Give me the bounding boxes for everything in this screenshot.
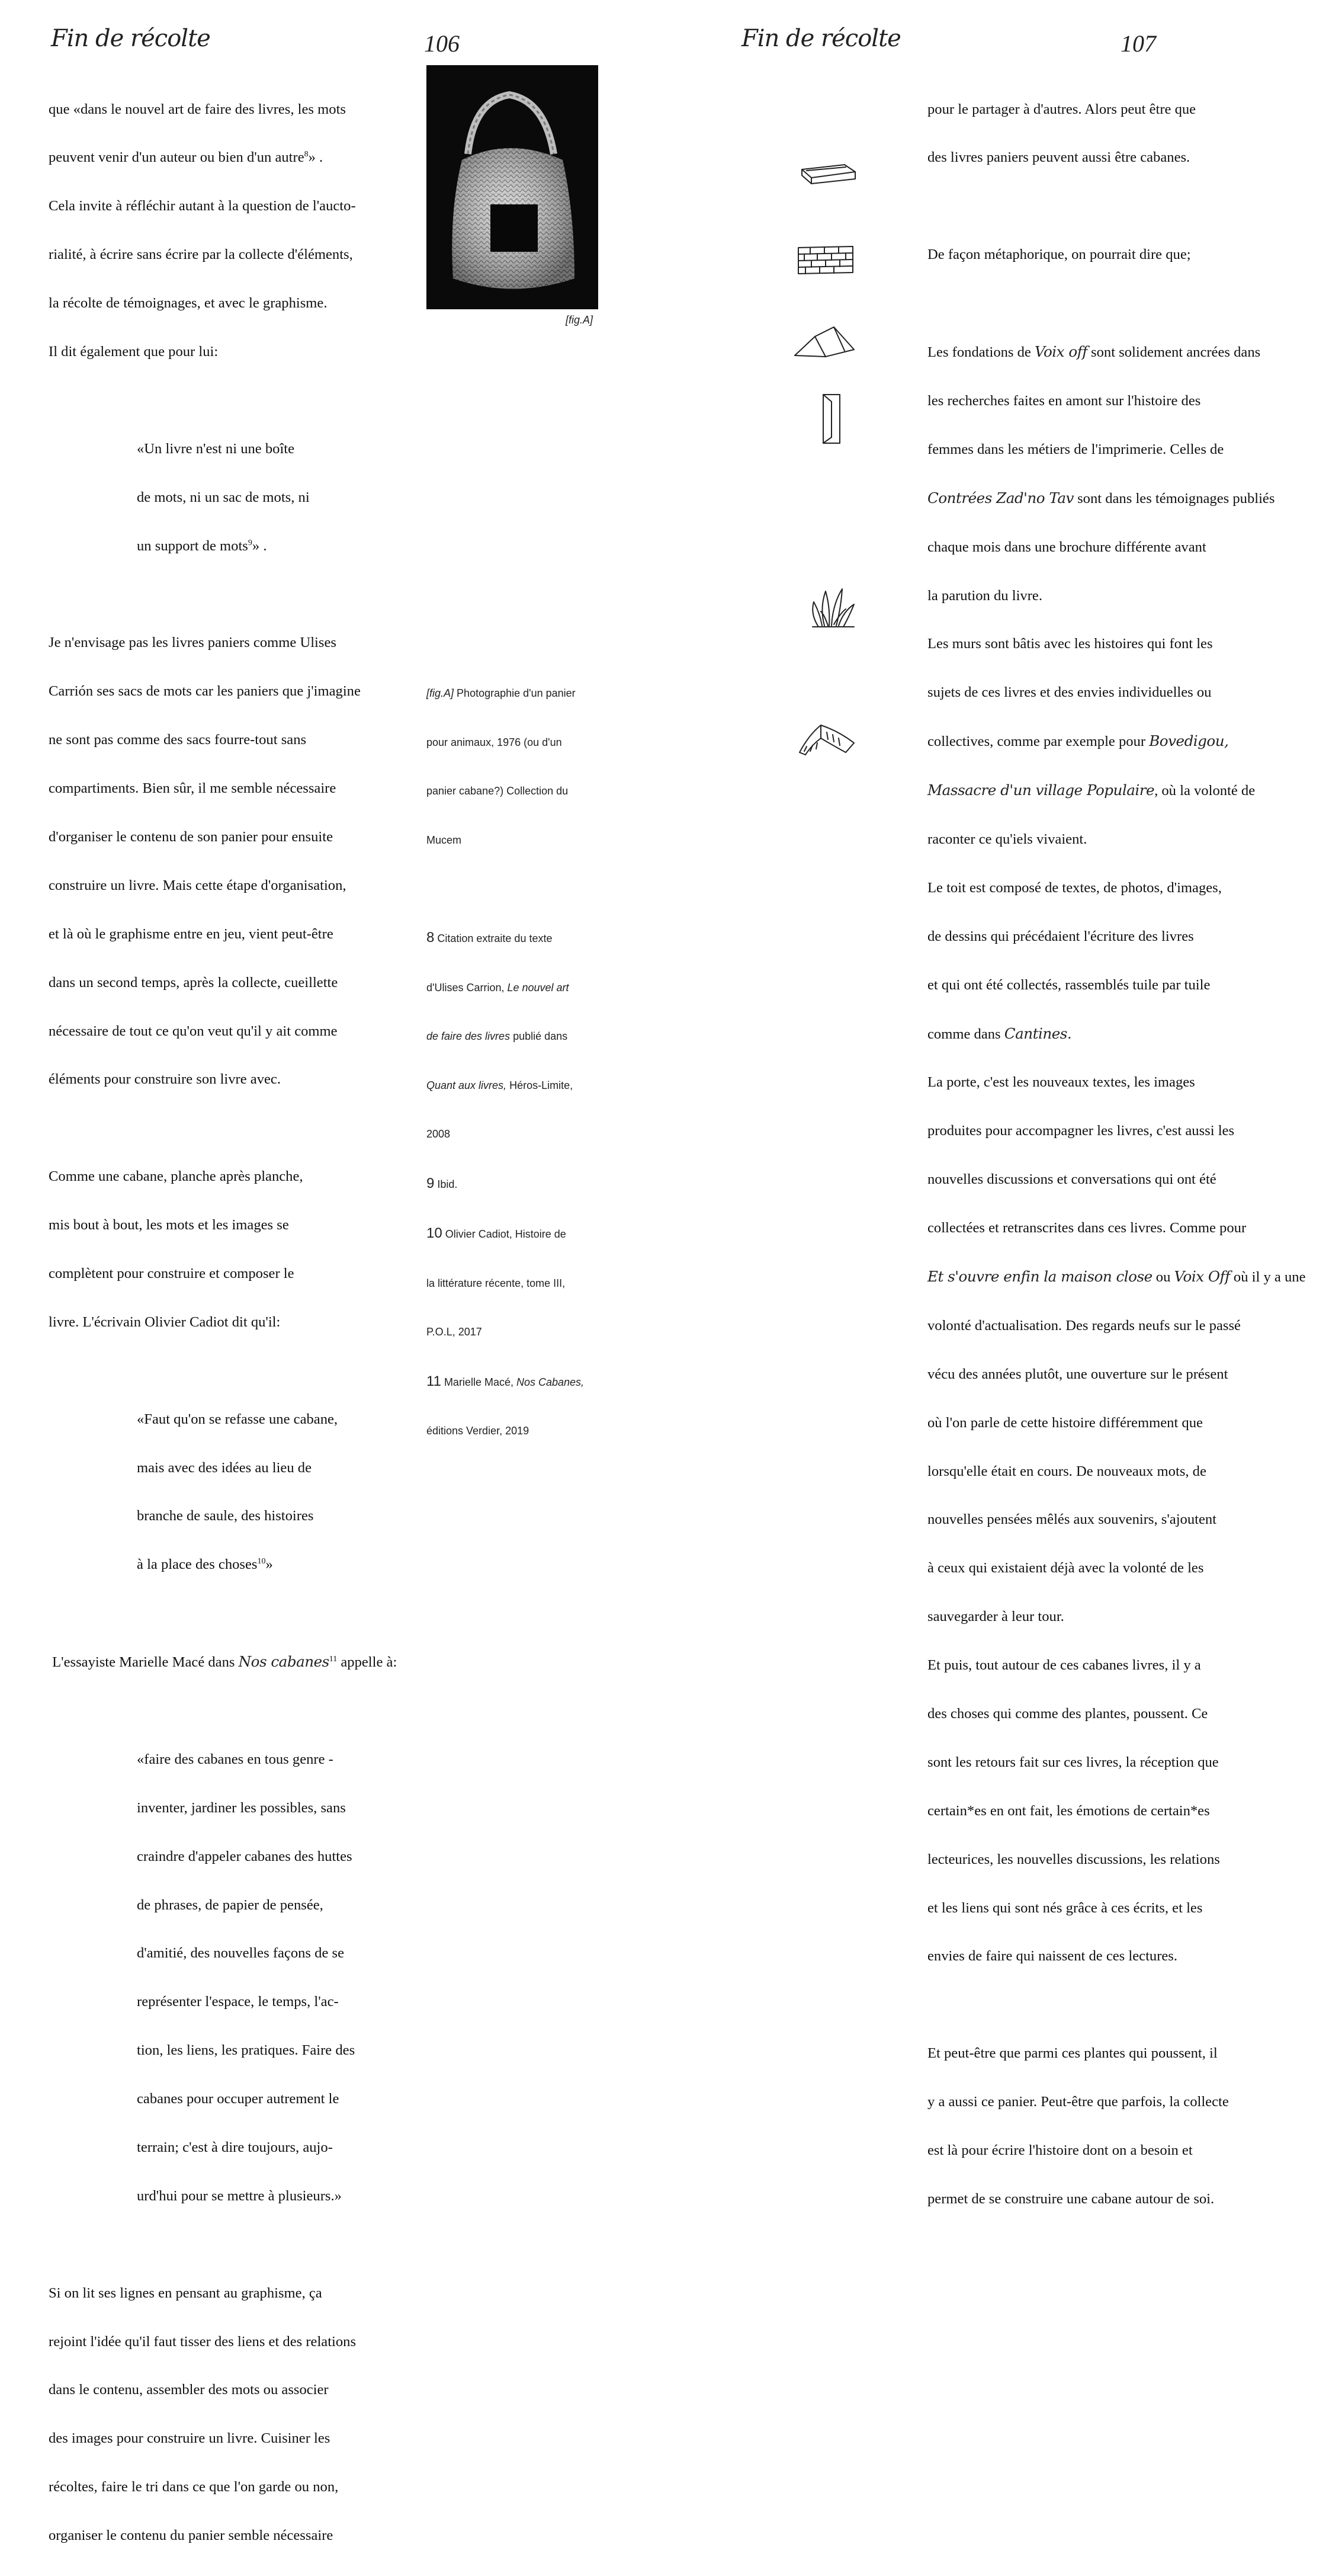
text-line: Je n'envisage pas les livres paniers comme Ulises <box>49 635 336 651</box>
page-number: 107 <box>1121 30 1156 57</box>
text-line: volonté d'actualisation. Des regards neufs sur le passé <box>927 1317 1241 1334</box>
text-line: sont les retours fait sur ces livres, la réception que <box>927 1754 1219 1770</box>
quote-line: craindre d'appeler cabanes des huttes <box>137 1848 352 1864</box>
figure-caption-line: panier cabane?) Collection du <box>426 785 569 797</box>
quote-line: tion, les liens, les pratiques. Faire des <box>137 2042 355 2059</box>
quote-line: un support de mots$^9$» . <box>137 537 267 554</box>
text-line: sujets de ces livres et des envies individuelles ou <box>927 684 1212 701</box>
text-line: compartiments. Bien sûr, il me semble nécessaire <box>49 780 336 797</box>
text-line: femmes dans les métiers de l'imprimerie. Celles de <box>927 441 1224 457</box>
quote-line: cabanes pour occuper autrement le <box>137 2091 339 2107</box>
text-line: éléments pour construire son livre avec. <box>49 1071 281 1088</box>
text-line: lecteurices, les nouvelles discussions, les relations <box>927 1851 1220 1867</box>
right-page <box>664 0 1329 2207</box>
text-line: produites pour accompagner les livres, c'est aussi les <box>927 1123 1235 1139</box>
text-line: vécu des années plutôt, une ouverture sur le présent <box>927 1366 1228 1382</box>
text-line: Il dit également que pour lui: <box>49 344 219 360</box>
figure-caption-line: pour animaux, 1976 (ou d'un <box>426 736 562 748</box>
text-line: mis bout à bout, les mots et les images se <box>49 1217 289 1233</box>
body-text <box>49 69 397 2576</box>
text-line: construire un livre. Mais cette étape d'organisation, <box>49 877 346 893</box>
text-line: raconter ce qu'iels vivaient. <box>927 831 1087 847</box>
roof-icon <box>792 323 858 359</box>
text-line: la récolte de témoignages, et avec le graphisme. <box>49 295 328 312</box>
quote-line: mais avec des idées au lieu de <box>137 1459 312 1476</box>
footnote-ref-11[interactable]: 11 <box>329 1654 338 1664</box>
text-line: est là pour écrire l'histoire dont on a besoin et <box>927 2142 1193 2158</box>
text-line: collectées et retranscrites dans ces livres. Comme pour <box>927 1220 1247 1236</box>
body-text <box>927 69 1306 2239</box>
quote-line: d'amitié, des nouvelles façons de se <box>137 1945 345 1962</box>
figure-tag: [fig.A] <box>566 314 593 326</box>
left-page <box>0 0 664 2544</box>
text-line: Les murs sont bâtis avec les histoires qui font les <box>927 636 1213 652</box>
quote-line: «faire des cabanes en tous genre - <box>137 1751 333 1767</box>
text-line: collectives, comme par exemple pour Bovedigou, <box>927 732 1229 750</box>
book-title: Voix off <box>1035 343 1087 361</box>
text-line: rialité, à écrire sans écrire par la collecte d'éléments, <box>49 246 353 263</box>
text-line: nouvelles discussions et conversations qui ont été <box>927 1171 1216 1188</box>
quote-line: représenter l'espace, le temps, l'ac- <box>137 1994 339 2010</box>
text-line: envies de faire qui naissent de ces lectures. <box>927 1948 1178 1965</box>
text-line: des choses qui comme des plantes, poussent. Ce <box>927 1705 1208 1722</box>
book-title: Bovedigou, <box>1149 732 1229 750</box>
text-line: Massacre d'un village Populaire, où la volonté de <box>927 781 1256 799</box>
footnote-8: 8 Citation extraite du texte <box>426 930 553 946</box>
quote-line: à la place des choses$^{10}$» <box>137 1556 273 1573</box>
text-line: Et peut-être que parmi ces plantes qui poussent, il <box>927 2045 1218 2062</box>
quote-line: de phrases, de papier de pensée, <box>137 1896 323 1913</box>
text-line: organiser le contenu du panier semble nécessaire <box>49 2527 333 2544</box>
text-line: Le toit est composé de textes, de photos, d'images, <box>927 879 1222 896</box>
text-line: la parution du livre. <box>927 587 1042 604</box>
book-title: Voix Off <box>1174 1267 1230 1285</box>
text-line: où l'on parle de cette histoire différemment que <box>927 1414 1203 1431</box>
quote-line: de mots, ni un sac de mots, ni <box>137 489 310 505</box>
text-line: Et s'ouvre enfin la maison close ou Voix Off où il y a une <box>927 1267 1306 1285</box>
text-line: Les fondations de Voix off sont solidement ancrées dans <box>927 343 1261 361</box>
footnote-11: 11 Marielle Macé, Nos Cabanes, <box>426 1373 585 1389</box>
text-line: rejoint l'idée qu'il faut tisser des liens et des relations <box>49 2333 357 2350</box>
text-line: nécessaire de tout ce qu'on veut qu'il y ait comme <box>49 1023 338 1039</box>
text-line: Carrión ses sacs de mots car les paniers que j'imagine <box>49 683 361 700</box>
text-line: certain*es en ont fait, les émotions de certain*es <box>927 1802 1210 1819</box>
footnotes: [fig.A] Photographie d'un panier pour animaux, 1976 (ou d'un panier cabane?) Collection du Mucem 8 Citation extraite du texte d'Ulises Carrion, Le nouvel art de faire des livres publié dans Quant aux livres, Héros-Limite, 2008 9 Ibid. 10 Olivier Cadiot, Histoire de la littérature récente, tome III, P.O.L, 2017 11 Marielle Macé, Nos Cabanes, éditions Verdier, 2019 <box>426 653 610 1472</box>
footnote-ref-9[interactable]: 9 <box>248 538 252 547</box>
running-title: Fin de récolte <box>51 25 210 52</box>
text-line: pour le partager à d'autres. Alors peut être que <box>927 101 1196 117</box>
footnote-10: 10 Olivier Cadiot, Histoire de <box>426 1225 566 1241</box>
text-line: sauvegarder à leur tour. <box>927 1609 1064 1625</box>
text-line: Et puis, tout autour de ces cabanes livres, il y a <box>927 1657 1201 1674</box>
open-book-icon <box>797 723 859 758</box>
text-line: Cela invite à réfléchir autant à la question de l'aucto- <box>49 198 356 214</box>
door-icon <box>820 392 843 446</box>
footnote-ref-10[interactable]: 10 <box>257 1557 266 1566</box>
quote-line: terrain; c'est à dire toujours, aujo- <box>137 2139 333 2155</box>
text-line: L'essayiste Marielle Macé dans Nos cabanes$^{11}$ appelle à: <box>49 1653 397 1671</box>
quote-line: inventer, jardiner les possibles, sans <box>137 1799 346 1816</box>
text-line: et là où le graphisme entre en jeu, vient peut-être <box>49 925 333 942</box>
text-line: que «dans le nouvel art de faire des livres, les mots <box>49 101 346 117</box>
book-title: Et s'ouvre enfin la maison close <box>927 1267 1153 1285</box>
text-line: des livres paniers peuvent aussi être cabanes. <box>927 149 1190 166</box>
book-title: Contrées Zad'no Tav <box>927 489 1074 507</box>
text-line: Comme une cabane, planche après planche, <box>49 1168 303 1185</box>
text-line: chaque mois dans une brochure différente avant <box>927 539 1206 555</box>
book-title: Nos cabanes <box>238 1653 329 1671</box>
text-line: et qui ont été collectés, rassemblés tuile par tuile <box>927 976 1211 993</box>
basket-photo <box>426 65 598 309</box>
text-line: dans un second temps, après la collecte, cueillette <box>49 974 338 991</box>
text-line: lorsqu'elle était en cours. De nouveaux mots, de <box>927 1463 1206 1479</box>
book-title: Cantines. <box>1004 1024 1072 1042</box>
book-title: Massacre d'un village Populaire <box>927 781 1155 799</box>
quote-line: «Un livre n'est ni une boîte <box>137 440 295 457</box>
quote-line: urd'hui pour se mettre à plusieurs.» <box>137 2187 342 2204</box>
figure-caption: [fig.A] Photographie d'un panier <box>426 687 576 699</box>
text-line: permet de se construire une cabane autour de soi. <box>927 2190 1215 2207</box>
text-line: Contrées Zad'no Tav sont dans les témoignages publiés <box>927 489 1275 507</box>
text-line: livre. L'écrivain Olivier Cadiot dit qu'il: <box>49 1313 281 1330</box>
text-line: d'organiser le contenu de son panier pour ensuite <box>49 828 333 845</box>
quote-line: branche de saule, des histoires <box>137 1508 314 1524</box>
brick-wall-icon <box>796 244 855 277</box>
text-line: et les liens qui sont nés grâce à ces écrits, et les <box>927 1899 1203 1916</box>
text-line: complètent pour construire et composer le <box>49 1265 294 1281</box>
quote-line: «Faut qu'on se refasse une cabane, <box>137 1411 338 1427</box>
text-line: comme dans Cantines. <box>927 1024 1072 1042</box>
text-line: récoltes, faire le tri dans ce que l'on garde ou non, <box>49 2479 339 2495</box>
text-line: dans le contenu, assembler des mots ou associer <box>49 2382 329 2398</box>
text-line: y a aussi ce panier. Peut-être que parfois, la collecte <box>927 2094 1229 2110</box>
text-line: La porte, c'est les nouveaux textes, les images <box>927 1074 1195 1091</box>
text-line: à ceux qui existaient déjà avec la volonté de les <box>927 1560 1204 1577</box>
text-line: peuvent venir d'un auteur ou bien d'un autre$^8$» . <box>49 149 323 166</box>
running-title: Fin de récolte <box>741 25 901 52</box>
text-line: des images pour construire un livre. Cuisiner les <box>49 2430 330 2447</box>
text-line: nouvelles pensées mêlés aux souvenirs, s'ajoutent <box>927 1511 1216 1528</box>
footnote-9: 9 Ibid. <box>426 1175 458 1191</box>
figure-caption-line: Mucem <box>426 834 462 846</box>
page-number: 106 <box>424 30 460 57</box>
plant-icon <box>807 578 860 632</box>
text-line: ne sont pas comme des sacs fourre-tout sans <box>49 732 307 748</box>
text-line: de dessins qui précédaient l'écriture des livres <box>927 928 1194 944</box>
text-line: Si on lit ses lignes en pensant au graphisme, ça <box>49 2285 322 2301</box>
foundation-icon <box>798 162 858 186</box>
text-line: De façon métaphorique, on pourrait dire que; <box>927 246 1191 263</box>
text-line: les recherches faites en amont sur l'histoire des <box>927 392 1201 409</box>
footnote-ref-8[interactable]: 8 <box>304 150 309 159</box>
